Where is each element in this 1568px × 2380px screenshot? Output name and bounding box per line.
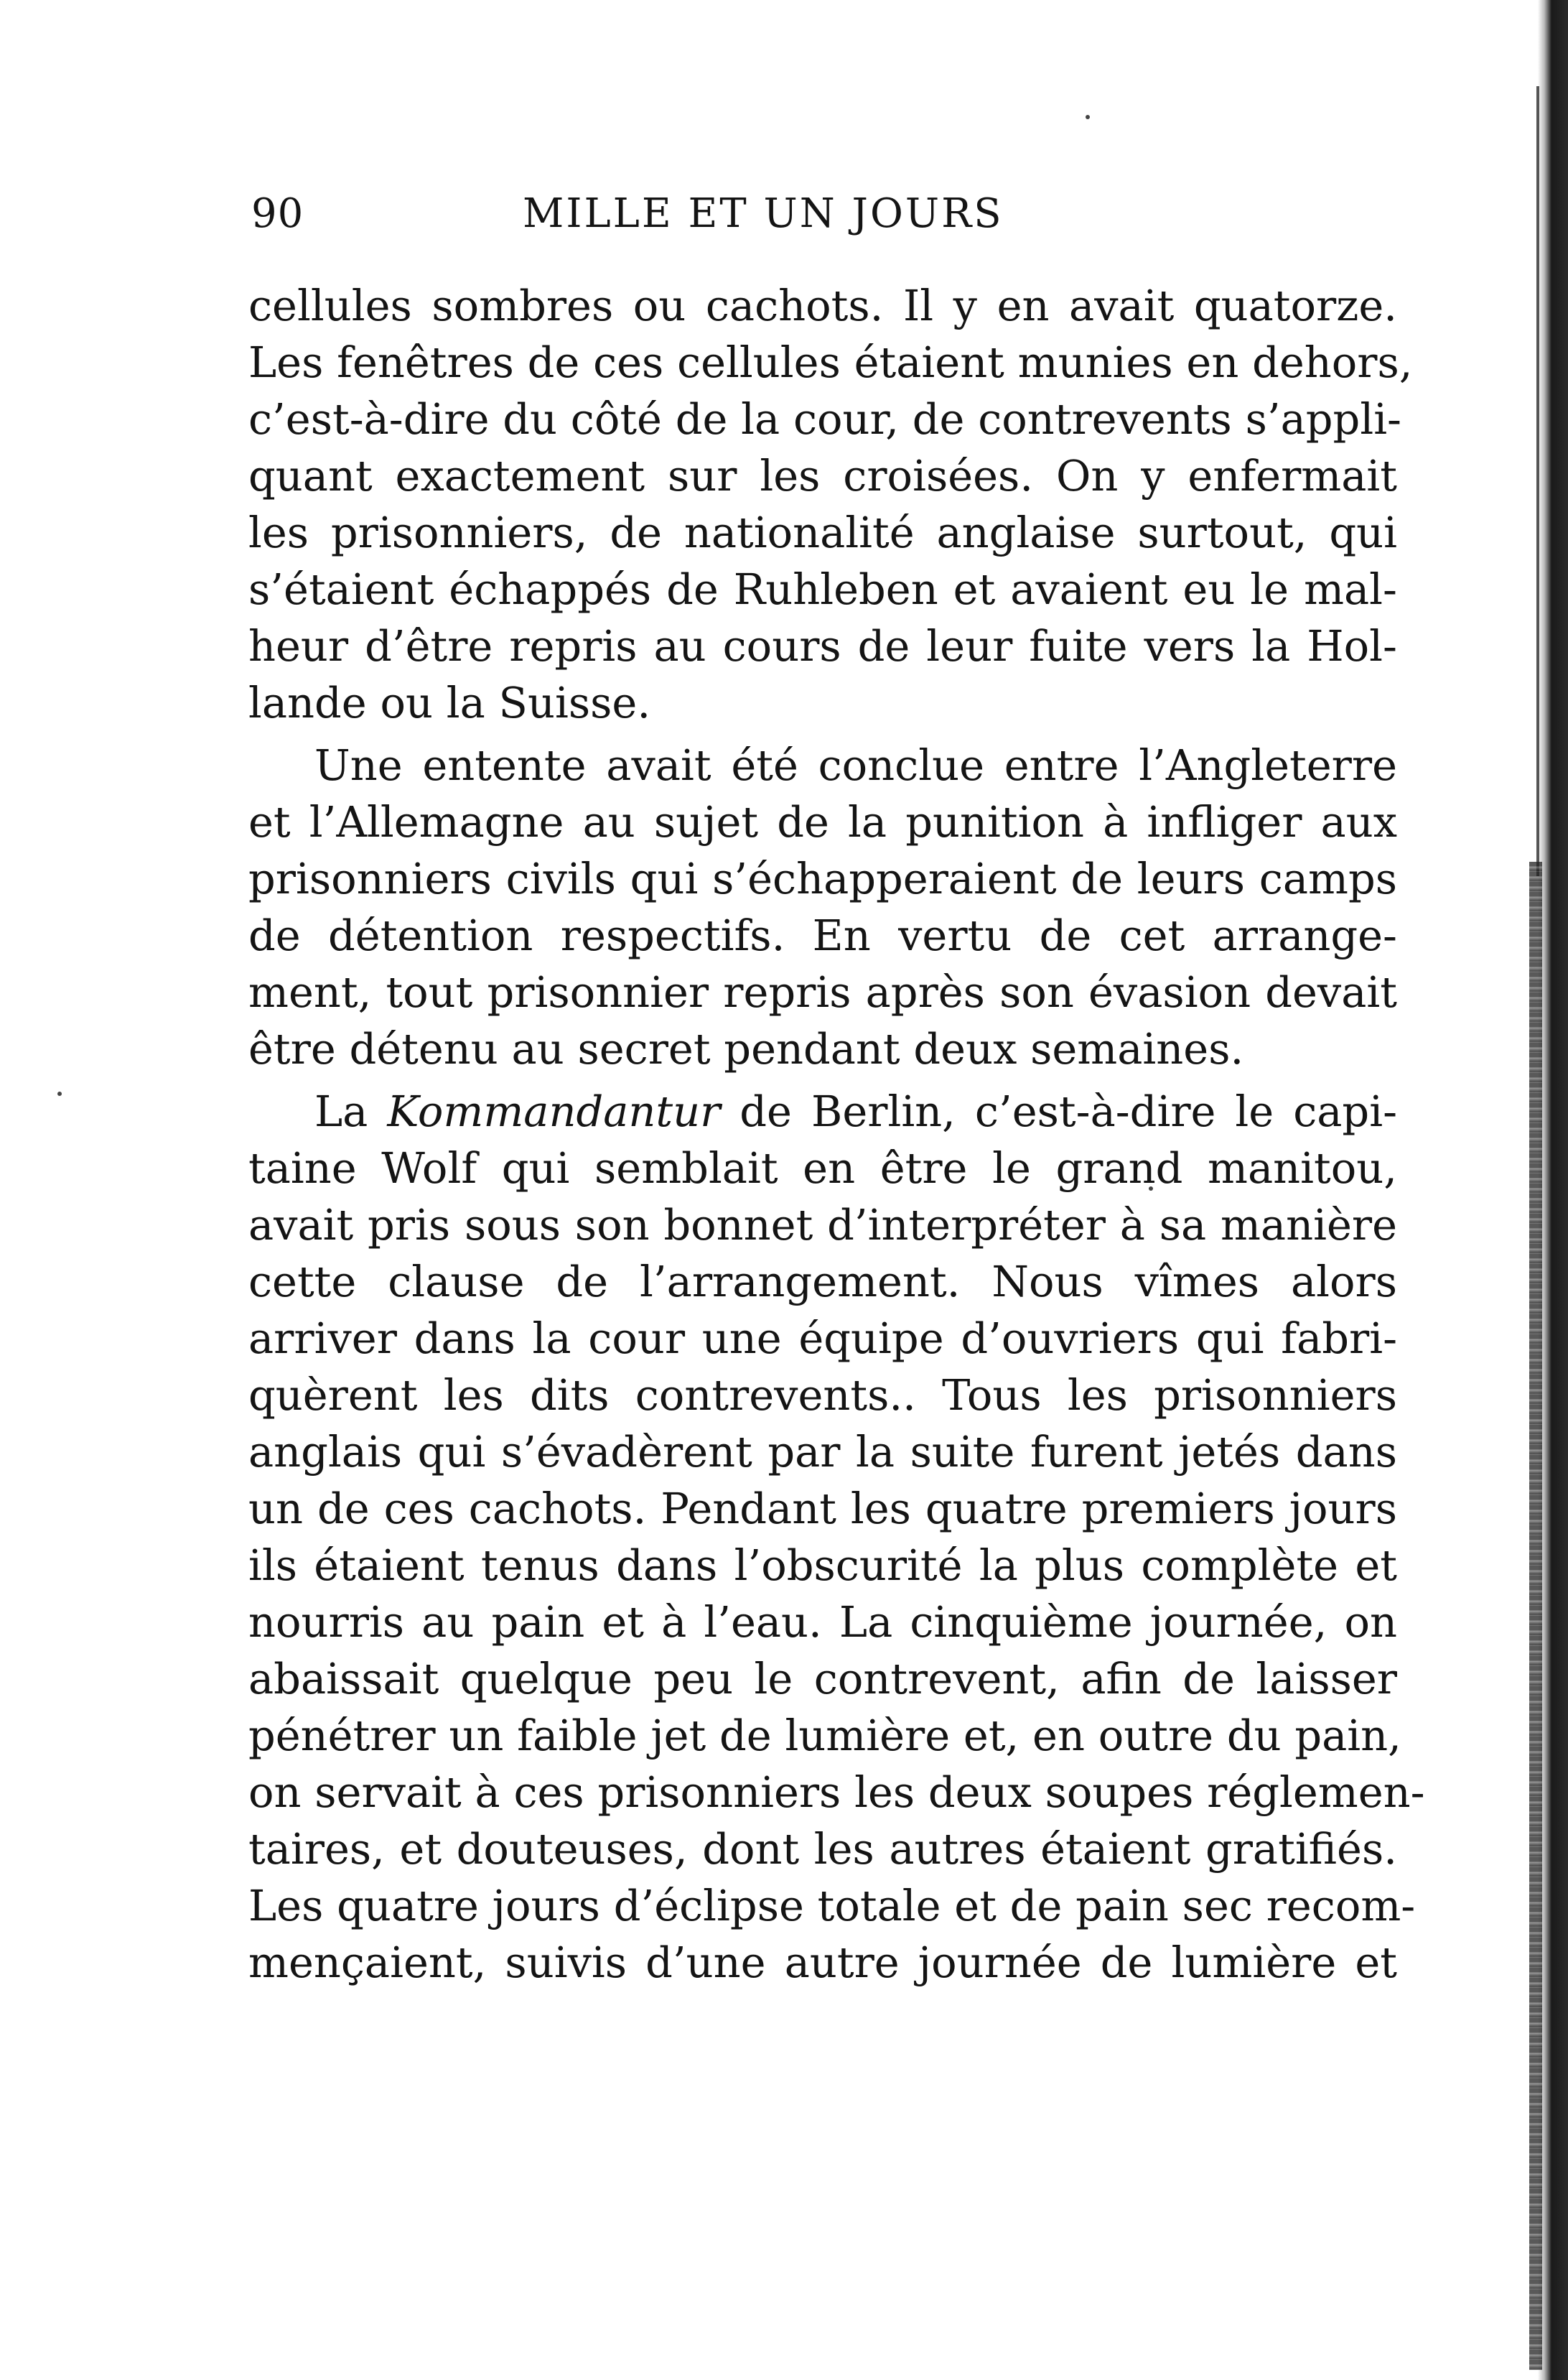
text-line: cette clause de l’arrangement. Nous vîmes alors: [248, 1257, 1397, 1306]
text-line: heur d’être repris au cours de leur fuite vers la Hol-: [248, 621, 1397, 671]
body-text: [248, 277, 1425, 1991]
text-line: Les quatre jours d’éclipse totale et de pain sec recom-: [248, 1881, 1416, 1930]
page-number: 90: [251, 190, 304, 237]
page-header: [251, 185, 1400, 243]
binding-edge-line: [1536, 86, 1539, 876]
running-title: MILLE ET UN JOURS: [523, 190, 1004, 237]
text-line: avait pris sous son bonnet d’interpréter à sa manière: [248, 1200, 1397, 1250]
text-line: [248, 1083, 1397, 1140]
scan-speck: [1086, 115, 1090, 119]
text-line: s’étaient échappés de Ruhleben et avaient eu le mal-: [248, 564, 1397, 614]
text-line: de détention respectifs. En vertu de cet arrange-: [248, 911, 1397, 960]
text-line: anglais qui s’évadèrent par la suite furent jetés dans: [248, 1427, 1397, 1477]
text-line: Les fenêtres de ces cellules étaient munies en dehors,: [248, 338, 1413, 387]
text-line: arriver dans la cour une équipe d’ouvriers qui fabri-: [248, 1314, 1397, 1363]
text-line: ils étaient tenus dans l’obscurité la plus complète et: [248, 1540, 1397, 1590]
text-run: La: [314, 1087, 388, 1136]
italic-term: Kommandantur: [387, 1087, 721, 1136]
text-line: c’est-à-dire du côté de la cour, de contrevents s’appli-: [248, 394, 1401, 444]
paragraph: [248, 737, 1397, 1077]
text-run: de Berlin, c’est-à-dire le capi-: [720, 1087, 1398, 1136]
paragraph: [248, 1083, 1425, 1991]
text-line: et l’Allemagne au sujet de la punition à infliger aux: [248, 797, 1397, 847]
text-line: mençaient, suivis d’une autre journée de lumière et: [248, 1938, 1397, 1987]
binding-edge-texture: [1529, 862, 1542, 2370]
text-line: pénétrer un faible jet de lumière et, en outre du pain,: [248, 1711, 1401, 1760]
text-line: lande ou la Suisse.: [248, 678, 651, 728]
text-line: un de ces cachots. Pendant les quatre premiers jours: [248, 1484, 1397, 1533]
text-line: on servait à ces prisonniers les deux soupes réglemen-: [248, 1767, 1425, 1817]
text-line: prisonniers civils qui s’échapperaient de leurs camps: [248, 854, 1397, 903]
text-line: cellules sombres ou cachots. Il y en avait quatorze.: [248, 281, 1397, 330]
text-line: taine Wolf qui semblait en être le grand manitou,: [248, 1143, 1397, 1193]
text-line: les prisonniers, de nationalité anglaise surtout, qui: [248, 508, 1397, 557]
scan-speck: [57, 1092, 62, 1096]
text-line: abaissait quelque peu le contrevent, afin de laisser: [248, 1654, 1397, 1703]
text-line: taires, et douteuses, dont les autres étaient gratifiés.: [248, 1824, 1397, 1874]
text-line: nourris au pain et à l’eau. La cinquième journée, on: [248, 1597, 1397, 1647]
paragraph: [248, 277, 1413, 731]
text-line: ment, tout prisonnier repris après son évasion devait: [248, 967, 1397, 1017]
text-line: quant exactement sur les croisées. On y enfermait: [248, 451, 1397, 501]
text-line: quèrent les dits contrevents.. Tous les prisonniers: [248, 1370, 1397, 1420]
text-line: être détenu au secret pendant deux semaines.: [248, 1024, 1244, 1074]
text-line: Une entente avait été conclue entre l’Angleterre: [314, 740, 1397, 790]
